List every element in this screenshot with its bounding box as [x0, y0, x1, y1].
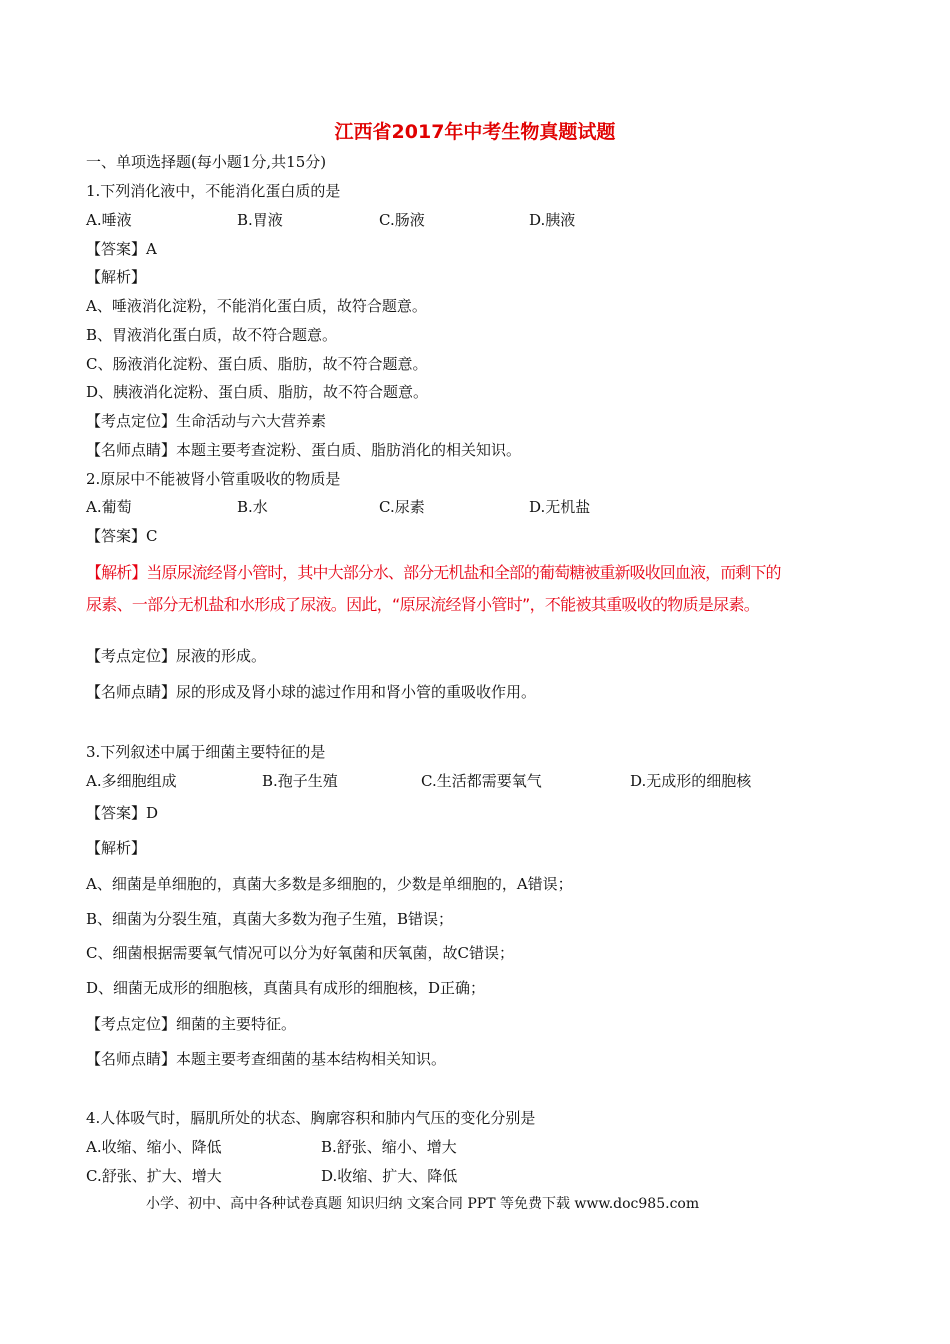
- question-2-option-c: C.尿素: [379, 498, 425, 516]
- question-4-option-d: D.收缩、扩大、降低: [321, 1167, 458, 1185]
- question-1-option-a: A.唾液: [86, 211, 132, 229]
- question-3-analysis-label: 【解析】: [86, 839, 147, 857]
- question-3-option-b: B.孢子生殖: [262, 772, 338, 790]
- question-2-option-d: D.无机盐: [529, 498, 591, 516]
- question-2-analysis-line: 尿素、一部分无机盐和水形成了尿液。因此，“原尿流经肾小管时”，不能被其重吸收的物质是尿素。: [86, 595, 760, 614]
- question-4-option-b: B.舒张、缩小、增大: [321, 1138, 457, 1156]
- question-1-option-c: C.肠液: [379, 211, 425, 229]
- question-3-point: 【考点定位】细菌的主要特征。: [86, 1015, 297, 1033]
- question-3-stem: 3.下列叙述中属于细菌主要特征的是: [86, 743, 326, 761]
- question-2-option-b: B.水: [237, 498, 268, 516]
- question-4-stem: 4.人体吸气时，膈肌所处的状态、胸廓容积和肺内气压的变化分别是: [86, 1109, 536, 1127]
- question-3-analysis-line: A、细菌是单细胞的，真菌大多数是多细胞的，少数是单细胞的，A错误；: [86, 875, 573, 893]
- question-1-option-b: B.胃液: [237, 211, 283, 229]
- question-3-analysis-line: D、细菌无成形的细胞核，真菌具有成形的细胞核，D正确；: [86, 979, 486, 997]
- question-2-point: 【考点定位】尿液的形成。: [86, 647, 267, 665]
- section-heading: 一、单项选择题(每小题1分,共15分): [86, 153, 327, 171]
- page-footer: 小学、初中、高中各种试卷真题 知识归纳 文案合同 PPT 等免费下载 www.doc985.com: [146, 1196, 700, 1212]
- question-1-analysis-line: C、肠液消化淀粉、蛋白质、脂肪，故不符合题意。: [86, 355, 428, 373]
- question-3-analysis-line: B、细菌为分裂生殖，真菌大多数为孢子生殖，B错误；: [86, 910, 454, 928]
- question-2-analysis-line: 【解析】当原尿流经肾小管时，其中大部分水、部分无机盐和全部的葡萄糖被重新吸收回血液，而剩下的: [86, 563, 781, 582]
- question-1-analysis-line: B、胃液消化蛋白质，故不符合题意。: [86, 326, 338, 344]
- question-4-option-c: C.舒张、扩大、增大: [86, 1167, 222, 1185]
- page-title: 江西省2017年中考生物真题试题: [334, 121, 616, 143]
- question-4-option-a: A.收缩、缩小、降低: [86, 1138, 222, 1156]
- question-2-stem: 2.原尿中不能被肾小管重吸收的物质是: [86, 470, 341, 488]
- question-2-tip: 【名师点睛】尿的形成及肾小球的滤过作用和肾小管的重吸收作用。: [86, 683, 537, 701]
- question-2-answer: 【答案】C: [86, 527, 158, 545]
- question-1-tip: 【名师点睛】本题主要考查淀粉、蛋白质、脂肪消化的相关知识。: [86, 441, 522, 459]
- question-1-analysis-label: 【解析】: [86, 268, 147, 286]
- question-1-analysis-line: D、胰液消化淀粉、蛋白质、脂肪，故不符合题意。: [86, 383, 429, 401]
- question-1-analysis-line: A、唾液消化淀粉，不能消化蛋白质，故符合题意。: [86, 297, 427, 315]
- question-3-option-a: A.多细胞组成: [86, 772, 177, 790]
- question-3-analysis-line: C、细菌根据需要氧气情况可以分为好氧菌和厌氧菌，故C错误；: [86, 944, 514, 962]
- question-1-answer: 【答案】A: [86, 240, 157, 258]
- question-3-option-d: D.无成形的细胞核: [630, 772, 752, 790]
- question-2-option-a: A.葡萄: [86, 498, 132, 516]
- question-3-tip: 【名师点睛】本题主要考查细菌的基本结构相关知识。: [86, 1050, 447, 1068]
- question-3-answer: 【答案】D: [86, 804, 159, 822]
- question-1-option-d: D.胰液: [529, 211, 576, 229]
- question-3-option-c: C.生活都需要氧气: [421, 772, 542, 790]
- question-1-point: 【考点定位】生命活动与六大营养素: [86, 412, 327, 430]
- question-1-stem: 1.下列消化液中，不能消化蛋白质的是: [86, 182, 341, 200]
